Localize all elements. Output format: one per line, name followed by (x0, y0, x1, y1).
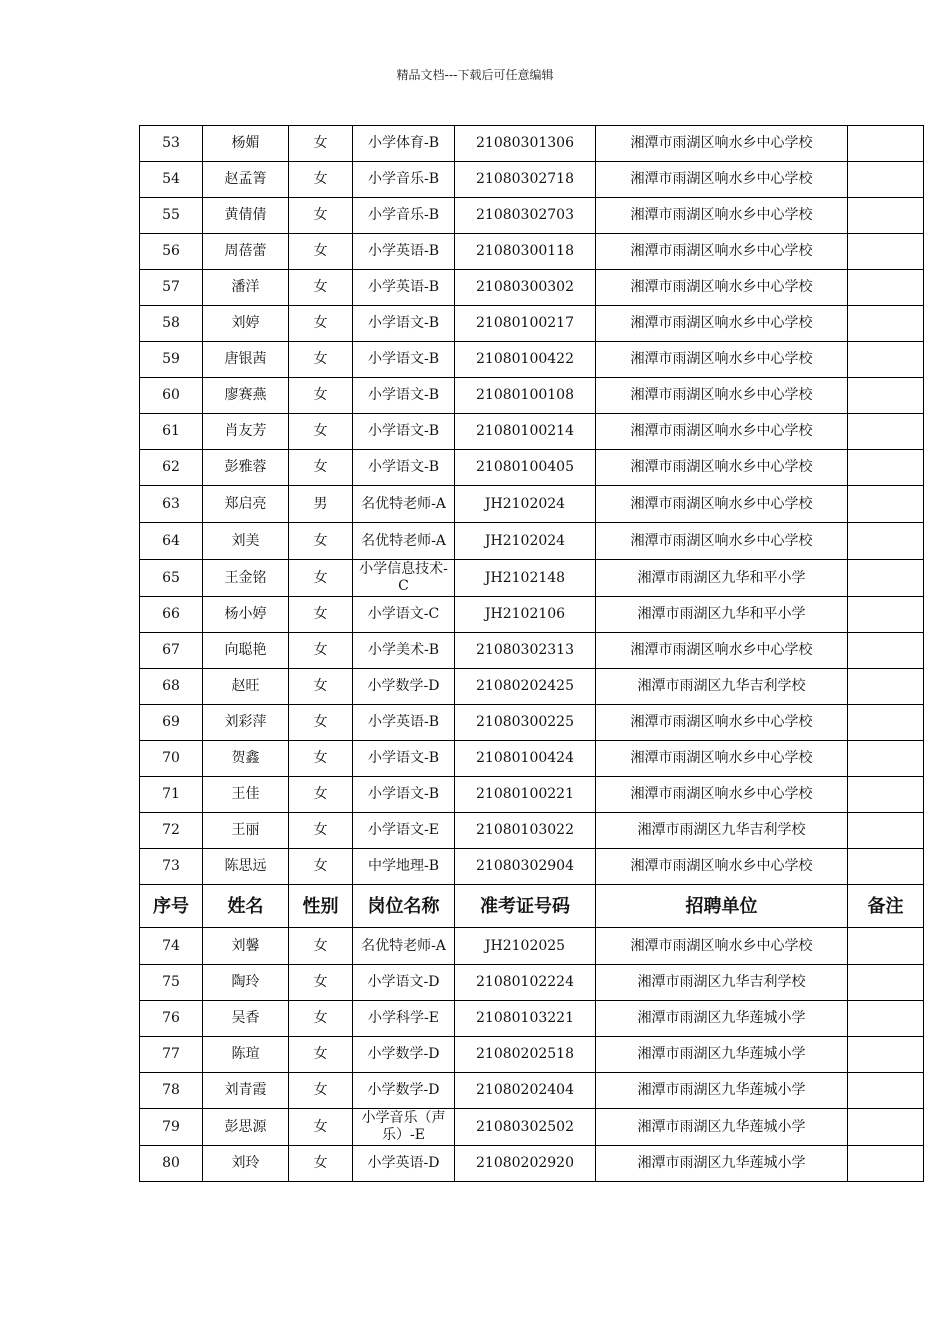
cell-unit: 湘潭市雨湖区响水乡中心学校 (596, 414, 848, 450)
header-name: 姓名 (203, 885, 289, 928)
cell-seq: 76 (140, 1001, 203, 1037)
cell-remark (848, 1146, 924, 1182)
cell-position: 小学语文-B (353, 777, 455, 813)
cell-position: 小学语文-B (353, 450, 455, 486)
cell-position: 小学语文-B (353, 306, 455, 342)
cell-seq: 77 (140, 1037, 203, 1073)
cell-remark (848, 928, 924, 965)
cell-remark (848, 597, 924, 633)
cell-remark (848, 450, 924, 486)
cell-remark (848, 813, 924, 849)
cell-unit: 湘潭市雨湖区响水乡中心学校 (596, 777, 848, 813)
cell-exam-id: 21080100221 (455, 777, 596, 813)
cell-remark (848, 1037, 924, 1073)
cell-position: 中学地理-B (353, 849, 455, 885)
cell-unit: 湘潭市雨湖区响水乡中心学校 (596, 198, 848, 234)
cell-position: 小学音乐（声乐）-E (353, 1109, 455, 1146)
cell-position: 小学英语-B (353, 234, 455, 270)
table-row (140, 597, 924, 633)
header-position: 岗位名称 (353, 885, 455, 928)
recruitment-table (139, 125, 924, 1182)
cell-remark (848, 414, 924, 450)
cell-position: 小学语文-B (353, 741, 455, 777)
header-exam-id: 准考证号码 (455, 885, 596, 928)
cell-unit: 湘潭市雨湖区响水乡中心学校 (596, 741, 848, 777)
cell-name: 陈瑄 (203, 1037, 289, 1073)
cell-unit: 湘潭市雨湖区九华莲城小学 (596, 1109, 848, 1146)
cell-exam-id: 21080302313 (455, 633, 596, 669)
cell-exam-id: 21080100108 (455, 378, 596, 414)
cell-seq: 79 (140, 1109, 203, 1146)
table-row (140, 1109, 924, 1146)
cell-gender: 女 (289, 126, 353, 162)
cell-name: 王丽 (203, 813, 289, 849)
cell-remark (848, 965, 924, 1001)
cell-position: 小学美术-B (353, 633, 455, 669)
cell-name: 向聪艳 (203, 633, 289, 669)
cell-gender: 女 (289, 705, 353, 741)
cell-remark (848, 270, 924, 306)
cell-position: 小学音乐-B (353, 162, 455, 198)
cell-name: 陈思远 (203, 849, 289, 885)
cell-seq: 69 (140, 705, 203, 741)
cell-gender: 女 (289, 813, 353, 849)
cell-gender: 女 (289, 849, 353, 885)
table-row (140, 414, 924, 450)
cell-exam-id: JH2102106 (455, 597, 596, 633)
cell-gender: 女 (289, 777, 353, 813)
cell-remark (848, 523, 924, 560)
cell-name: 杨小婷 (203, 597, 289, 633)
cell-seq: 64 (140, 523, 203, 560)
cell-seq: 59 (140, 342, 203, 378)
cell-name: 王佳 (203, 777, 289, 813)
table-row (140, 741, 924, 777)
cell-name: 贺鑫 (203, 741, 289, 777)
cell-remark (848, 560, 924, 597)
cell-gender: 女 (289, 1073, 353, 1109)
cell-exam-id: 21080302904 (455, 849, 596, 885)
cell-seq: 80 (140, 1146, 203, 1182)
cell-seq: 53 (140, 126, 203, 162)
cell-seq: 55 (140, 198, 203, 234)
cell-gender: 女 (289, 965, 353, 1001)
table-row (140, 162, 924, 198)
cell-name: 刘彩萍 (203, 705, 289, 741)
cell-name: 刘馨 (203, 928, 289, 965)
cell-unit: 湘潭市雨湖区九华吉利学校 (596, 813, 848, 849)
cell-gender: 女 (289, 928, 353, 965)
cell-remark (848, 198, 924, 234)
cell-name: 杨媚 (203, 126, 289, 162)
page-watermark: 精品文档---下载后可任意编辑 (396, 68, 554, 82)
table-row (140, 1001, 924, 1037)
table-row (140, 486, 924, 523)
table-row (140, 849, 924, 885)
cell-exam-id: 21080301306 (455, 126, 596, 162)
cell-name: 刘玲 (203, 1146, 289, 1182)
cell-gender: 女 (289, 270, 353, 306)
cell-unit: 湘潭市雨湖区响水乡中心学校 (596, 342, 848, 378)
cell-gender: 女 (289, 234, 353, 270)
cell-exam-id: 21080202425 (455, 669, 596, 705)
cell-position: 小学英语-B (353, 705, 455, 741)
cell-exam-id: JH2102024 (455, 486, 596, 523)
cell-remark (848, 1001, 924, 1037)
cell-unit: 湘潭市雨湖区九华和平小学 (596, 597, 848, 633)
cell-seq: 61 (140, 414, 203, 450)
cell-name: 彭思源 (203, 1109, 289, 1146)
header-unit: 招聘单位 (596, 885, 848, 928)
cell-exam-id: 21080302718 (455, 162, 596, 198)
cell-gender: 女 (289, 597, 353, 633)
cell-position: 小学音乐-B (353, 198, 455, 234)
cell-remark (848, 741, 924, 777)
cell-exam-id: 21080102224 (455, 965, 596, 1001)
header-gender: 性别 (289, 885, 353, 928)
cell-name: 刘青霞 (203, 1073, 289, 1109)
table-row (140, 633, 924, 669)
cell-gender: 女 (289, 669, 353, 705)
cell-gender: 女 (289, 523, 353, 560)
cell-remark (848, 306, 924, 342)
cell-unit: 湘潭市雨湖区九华和平小学 (596, 560, 848, 597)
cell-name: 唐银茜 (203, 342, 289, 378)
cell-exam-id: 21080100424 (455, 741, 596, 777)
cell-seq: 68 (140, 669, 203, 705)
table-row (140, 234, 924, 270)
cell-position: 名优特老师-A (353, 486, 455, 523)
cell-gender: 女 (289, 633, 353, 669)
cell-remark (848, 1073, 924, 1109)
cell-name: 赵孟箐 (203, 162, 289, 198)
cell-exam-id: JH2102148 (455, 560, 596, 597)
cell-exam-id: 21080103022 (455, 813, 596, 849)
cell-exam-id: 21080300225 (455, 705, 596, 741)
cell-name: 王金铭 (203, 560, 289, 597)
cell-position: 小学英语-B (353, 270, 455, 306)
cell-remark (848, 234, 924, 270)
cell-seq: 74 (140, 928, 203, 965)
cell-gender: 男 (289, 486, 353, 523)
cell-position: 小学科学-E (353, 1001, 455, 1037)
cell-remark (848, 849, 924, 885)
cell-exam-id: 21080300118 (455, 234, 596, 270)
header-seq: 序号 (140, 885, 203, 928)
cell-position: 小学体育-B (353, 126, 455, 162)
cell-unit: 湘潭市雨湖区九华莲城小学 (596, 1037, 848, 1073)
cell-remark (848, 669, 924, 705)
cell-name: 肖友芳 (203, 414, 289, 450)
cell-unit: 湘潭市雨湖区响水乡中心学校 (596, 523, 848, 560)
cell-remark (848, 378, 924, 414)
header-remark: 备注 (848, 885, 924, 928)
cell-gender: 女 (289, 1109, 353, 1146)
cell-position: 小学语文-B (353, 414, 455, 450)
cell-unit: 湘潭市雨湖区响水乡中心学校 (596, 633, 848, 669)
cell-seq: 67 (140, 633, 203, 669)
table-row (140, 1146, 924, 1182)
cell-position: 名优特老师-A (353, 523, 455, 560)
cell-position: 小学语文-D (353, 965, 455, 1001)
cell-seq: 72 (140, 813, 203, 849)
cell-seq: 70 (140, 741, 203, 777)
cell-seq: 57 (140, 270, 203, 306)
table-row (140, 1037, 924, 1073)
cell-exam-id: 21080100422 (455, 342, 596, 378)
table-row (140, 342, 924, 378)
cell-gender: 女 (289, 162, 353, 198)
cell-name: 廖赛燕 (203, 378, 289, 414)
cell-gender: 女 (289, 1001, 353, 1037)
table-row (140, 450, 924, 486)
cell-gender: 女 (289, 560, 353, 597)
cell-exam-id: 21080300302 (455, 270, 596, 306)
cell-name: 周蓓蕾 (203, 234, 289, 270)
cell-unit: 湘潭市雨湖区响水乡中心学校 (596, 705, 848, 741)
cell-remark (848, 486, 924, 523)
cell-seq: 73 (140, 849, 203, 885)
cell-unit: 湘潭市雨湖区响水乡中心学校 (596, 486, 848, 523)
cell-seq: 63 (140, 486, 203, 523)
cell-gender: 女 (289, 741, 353, 777)
table-row (140, 1073, 924, 1109)
table-row (140, 560, 924, 597)
cell-seq: 65 (140, 560, 203, 597)
cell-remark (848, 126, 924, 162)
cell-seq: 54 (140, 162, 203, 198)
cell-name: 彭雅蓉 (203, 450, 289, 486)
cell-unit: 湘潭市雨湖区九华吉利学校 (596, 965, 848, 1001)
cell-exam-id: JH2102024 (455, 523, 596, 560)
cell-gender: 女 (289, 1146, 353, 1182)
cell-remark (848, 162, 924, 198)
cell-unit: 湘潭市雨湖区九华莲城小学 (596, 1146, 848, 1182)
cell-unit: 湘潭市雨湖区九华吉利学校 (596, 669, 848, 705)
cell-gender: 女 (289, 1037, 353, 1073)
table-row (140, 669, 924, 705)
cell-position: 小学语文-E (353, 813, 455, 849)
cell-name: 赵旺 (203, 669, 289, 705)
cell-name: 刘美 (203, 523, 289, 560)
table-row (140, 965, 924, 1001)
cell-position: 小学语文-C (353, 597, 455, 633)
cell-exam-id: 21080302703 (455, 198, 596, 234)
table-header-section (140, 885, 924, 928)
cell-gender: 女 (289, 342, 353, 378)
cell-position: 小学语文-B (353, 378, 455, 414)
cell-exam-id: 21080100217 (455, 306, 596, 342)
cell-seq: 60 (140, 378, 203, 414)
table-row (140, 126, 924, 162)
table-row (140, 813, 924, 849)
cell-name: 潘洋 (203, 270, 289, 306)
cell-unit: 湘潭市雨湖区响水乡中心学校 (596, 126, 848, 162)
cell-position: 小学信息技术-C (353, 560, 455, 597)
cell-exam-id: 21080202404 (455, 1073, 596, 1109)
cell-unit: 湘潭市雨湖区九华莲城小学 (596, 1001, 848, 1037)
cell-unit: 湘潭市雨湖区响水乡中心学校 (596, 928, 848, 965)
cell-position: 名优特老师-A (353, 928, 455, 965)
table-header-row (140, 885, 924, 928)
cell-seq: 58 (140, 306, 203, 342)
cell-exam-id: 21080202920 (455, 1146, 596, 1182)
cell-name: 黄倩倩 (203, 198, 289, 234)
cell-seq: 71 (140, 777, 203, 813)
cell-position: 小学数学-D (353, 1073, 455, 1109)
table-row (140, 928, 924, 965)
cell-exam-id: 21080302502 (455, 1109, 596, 1146)
cell-gender: 女 (289, 378, 353, 414)
cell-remark (848, 777, 924, 813)
cell-gender: 女 (289, 414, 353, 450)
cell-unit: 湘潭市雨湖区响水乡中心学校 (596, 849, 848, 885)
table-row (140, 198, 924, 234)
cell-exam-id: 21080103221 (455, 1001, 596, 1037)
cell-seq: 56 (140, 234, 203, 270)
cell-remark (848, 342, 924, 378)
cell-remark (848, 705, 924, 741)
cell-unit: 湘潭市雨湖区响水乡中心学校 (596, 270, 848, 306)
cell-position: 小学英语-D (353, 1146, 455, 1182)
table-row (140, 378, 924, 414)
cell-unit: 湘潭市雨湖区响水乡中心学校 (596, 378, 848, 414)
cell-exam-id: JH2102025 (455, 928, 596, 965)
cell-name: 陶玲 (203, 965, 289, 1001)
cell-gender: 女 (289, 306, 353, 342)
cell-unit: 湘潭市雨湖区响水乡中心学校 (596, 306, 848, 342)
table-body-lower (140, 928, 924, 1182)
cell-exam-id: 21080100214 (455, 414, 596, 450)
cell-seq: 66 (140, 597, 203, 633)
cell-remark (848, 633, 924, 669)
table-row (140, 306, 924, 342)
cell-position: 小学数学-D (353, 669, 455, 705)
cell-seq: 62 (140, 450, 203, 486)
cell-unit: 湘潭市雨湖区响水乡中心学校 (596, 450, 848, 486)
cell-name: 吴香 (203, 1001, 289, 1037)
cell-position: 小学语文-B (353, 342, 455, 378)
cell-position: 小学数学-D (353, 1037, 455, 1073)
cell-seq: 75 (140, 965, 203, 1001)
table-row (140, 523, 924, 560)
table-row (140, 705, 924, 741)
cell-gender: 女 (289, 198, 353, 234)
cell-unit: 湘潭市雨湖区响水乡中心学校 (596, 162, 848, 198)
cell-exam-id: 21080202518 (455, 1037, 596, 1073)
cell-unit: 湘潭市雨湖区九华莲城小学 (596, 1073, 848, 1109)
cell-unit: 湘潭市雨湖区响水乡中心学校 (596, 234, 848, 270)
cell-gender: 女 (289, 450, 353, 486)
cell-name: 刘婷 (203, 306, 289, 342)
cell-remark (848, 1109, 924, 1146)
table-row (140, 777, 924, 813)
cell-seq: 78 (140, 1073, 203, 1109)
table-row (140, 270, 924, 306)
cell-exam-id: 21080100405 (455, 450, 596, 486)
cell-name: 郑启亮 (203, 486, 289, 523)
table-body-upper (140, 126, 924, 885)
